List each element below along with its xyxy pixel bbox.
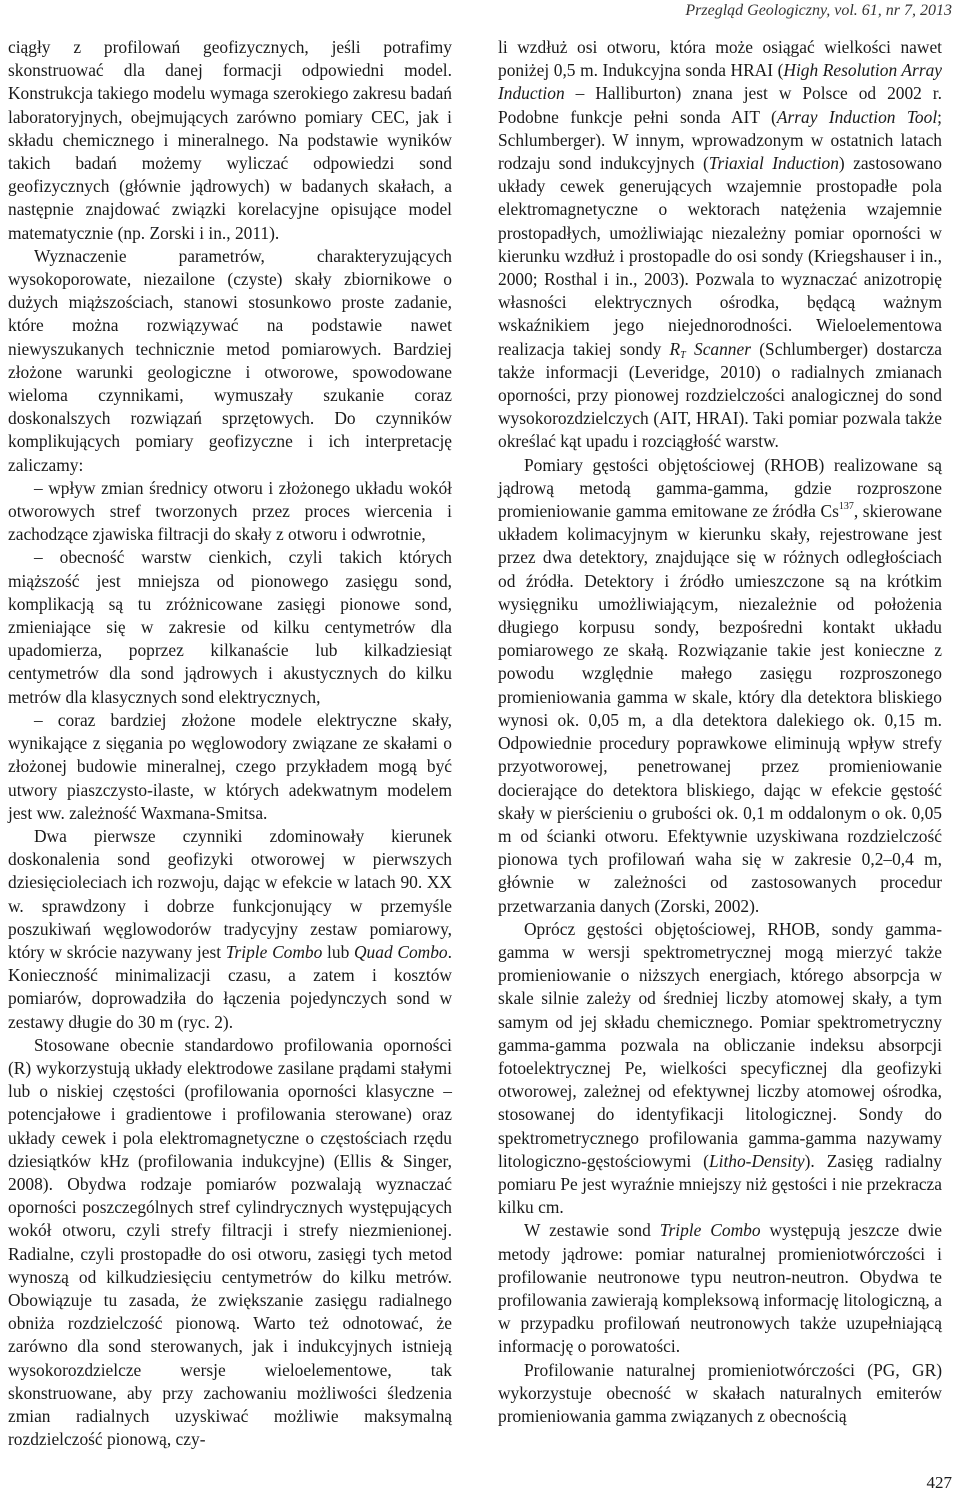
page-number: 427: [926, 1473, 952, 1492]
text-run: lub: [322, 941, 354, 962]
left-column: [8, 36, 452, 1451]
paragraph: Profilowanie naturalnej promieniotwórczości (PG, GR) wykorzystuje obecność w skałach naturalnych emiterów promieniowania gamma związanych z obecnością: [498, 1359, 942, 1426]
superscript: 137: [838, 501, 854, 513]
italic-term: Quad Combo: [354, 941, 448, 962]
italic-subscript: T: [680, 349, 686, 361]
italic-term: Triple Combo: [659, 1220, 761, 1241]
paragraph: [498, 918, 942, 1220]
running-header: Przegląd Geologiczny, vol. 61, nr 7, 2013: [685, 2, 952, 19]
text-run: . Konieczność minimalizacji czasu, a zatem i kosztów pomiarów, doprowadziła do łączenia pojedynczych sond w zestawy długie do 30 m (ryc. 2).: [8, 941, 452, 1032]
list-item: – obecność warstw cienkich, czyli takich których miąższość jest mniejsza od pionowego zasięgu sond, komplikacją są tu zróżnicowane zasięgi pionowe sond, zmieniające się w zakresie od kilku centymetrów dla upadomierza, poprzez kilkanaście lub kilkadziesiąt centymetrów dla sond jądrowych i akustycznych do kilku metrów dla klasycznych sond elektrycznych,: [8, 547, 452, 707]
italic-term: Triaxial Induction: [708, 153, 839, 174]
paragraph: [8, 825, 452, 1034]
text-run: występują jeszcze dwie metody jądrowe: pomiar naturalnej promieniotwórczości i profilowanie neutronowe typu neutron-neutron. Obydwa te profilowania zawierają kompleksową informację litologiczną, a w przypadku profilowań neutronowych także uzupełniającą informację o porowatości.: [498, 1220, 942, 1357]
text-run: Pomiary gęstości objętościowej (RHOB) realizowane są jądrową metodą gamma-gamma, gdzie rozproszone promieniowanie gamma emitowane ze źródła Cs: [498, 454, 942, 522]
paragraph: Wyznaczenie parametrów, charakteryzujących wysokoporowate, niezailone (czyste) skały zbiornikowe o dużych miąższościach, stanowi stosunkowo proste zadanie, które można rozwiązywać na podstawie nawet niewyszukanych technicznie metod pomiarowych. Bardziej złożone warunki geologiczne i otworowe, spowodowane wieloma czynnikami, wymuszały szukanie coraz doskonalszych rozwiązań sprzętowych. Do czynników komplikujących pomiary geofizyczne i ich interpretację zaliczamy:: [8, 245, 452, 475]
paragraph: [498, 1219, 942, 1358]
text-run: li wzdłuż osi otworu, która może osiągać wielkości nawet poniżej 0,5 m. Indukcyjna sonda HRAI (: [498, 37, 942, 81]
paragraph: [498, 36, 942, 454]
paragraph: ciągły z profilowań geofizycznych, jeśli potrafimy skonstruować dla danej formacji odpowiedni model. Konstrukcja takiego modelu wymaga szerokiego zakresu badań laboratoryjnych, obejmujących zarówno pomiary CEC, jak i składu chemicznego i mineralnego. Na podstawie wyników takich badań możemy wyliczać odpowiedzi sond geofizycznych (głównie jądrowych) w badanych skałach, a następnie znajdować związki korelacyjne opisujące model matematycznie (np. Zorski i in., 2011).: [8, 37, 452, 243]
text-run: (Schlumberger) dostarcza także informacji (Leveridge, 2010) o radialnych zmianach oporności, przy pionowej rozdzielczości analogicznej do sond wysokorozdzielczych (AIT, HRAI). Taki pomiar pozwala także określać kąt upadu i rozciągłość warstw.: [498, 338, 942, 452]
text-run: ; Schlumberger). W innym, wprowadzonym w ostatnich latach rodzaju sond indukcyjnych (: [498, 106, 943, 174]
paragraph: [498, 454, 942, 918]
text-run: Oprócz gęstości objętościowej, RHOB, sondy gamma-gamma w wersji spektrometrycznej mogą mierzyć także promieniowanie o niższych energiach, którego absorpcja w skale silnie zależy od średniej liczby atomowej skały, a tym samym od jej składu chemicznego. Pomiar spektrometryczny gamma-gamma pozwala na obliczanie indeksu absorpcji fotoelektrycznej Pe, wielkości specyficznej dla geofizyki otworowej, zależnej od efektywnej liczby atomowej ośrodka, stosowanej do identyfikacji litologicznej. Sondy do spektrometrycznego profilowania gamma-gamma nazywamy litologiczno-gęstościowymi (: [498, 918, 942, 1171]
italic-term: Scanner: [694, 338, 751, 359]
right-column: [498, 36, 942, 1428]
text-run: Dwa pierwsze czynniki zdominowały kierunek doskonalenia sond geofizyki otworowej w pierwszych dziesięcioleciach ich rozwoju, dając w efekcie w latach 90. XX w. sprawdzony i dobrze funkcjonujący w przemyśle poszukiwań węglowodorów tradycyjny zestaw pomiarowy, który w skrócie nazywany jest: [8, 825, 452, 962]
paragraph: Stosowane obecnie standardowo profilowania oporności (R) wykorzystują układy elektrodowe zasilane prądami stałymi lub o niskiej częstości (profilowania oporności klasyczne – potencjałowe i gradientowe i profilowania sterowane) oraz układy cewek i pola elektromagnetyczne o częstościach rzędu dziesiątków kHz (profilowania indukcyjne) (Ellis & Singer, 2008). Obydwa rodzaje pomiarów pozwalają wyznaczać oporności poszczególnych stref cylindrycznych występujących wokół otworu, czyli strefy filtracji i strefy niezmienionej. Radialne, czyli prostopadłe do osi otworu, zasięgi tych metod wynoszą od kilkudziesięciu centymetrów do kilku metrów. Obowiązuje tu zasada, że zwiększanie zasięgu radialnego obniża rozdzielczość pionową. Warto też odnotować, że zarówno dla sond sterowanych, jak i indukcyjnych istnieją wysokorozdzielcze wersje wieloelementowe, tak skonstruowane, aby przy zachowaniu możliwości śledzenia zmian radialnych uzyskiwać możliwie maksymalną rozdzielczość pionową, czy-: [8, 1034, 452, 1450]
text-run: , skierowane układem kolimacyjnym w kierunku skały, rejestrowane jest przez dwa detektory, znajdujące się w różnych odległościach od źródła. Detektory i źródło umieszczone są na krótkim wysięgniku umożliwiającym, niezależnie od położenia długiego korpusu sondy, bezpośredni kontakt układu pomiarowego ze skałą. Rozwiązanie takie jest konieczne z powodu względnie małego zasięgu rozproszonego promieniowania gamma w skale, który dla detektora bliskiego wynosi ok. 0,05 m, a dla detektora dalekiego ok. 0,15 m. Odpowiednie procedury poprawkowe eliminują wpływ strefy przyotworowej, penetrowanej przez promieniowanie docierające do detektora bliskiego, dając w efekcie gęstość skały w pierścieniu o grubości ok. 0,1 m oddalonym o ok. 0,05 m od ścianki otworu. Efektywnie uzyskiwana rozdzielczość pionowa tych profilowań waha się w zakresie 0,2–0,4 m, głównie w zależności od zastosowanych procedur przetwarzania danych (Zorski, 2002).: [498, 501, 943, 916]
text-run: ) zastosowano układy cewek generujących wzajemnie prostopadłe pola elektromagnetyczne o wektorach natężenia wzajemnie prostopadłych, umożliwiając niezależny pomiar oporności w kierunku wzdłuż i prostopadle do osi sondy (Kriegshauser i in., 2000; Rosthal i in., 2003). Pozwala to wyznaczać anizotropię własności elektrycznych ośrodka, będącą ważnym wskaźnikiem jego niejednorodności. Wieloelementowa realizacja takiej sondy: [498, 153, 942, 359]
italic-term: Triple Combo: [225, 941, 323, 962]
text-run: ). Zasięg radialny pomiaru Pe jest wyraźnie mniejszy niż gęstości i nie przekracza kilku cm.: [498, 1150, 942, 1218]
italic-term: Array Induction Tool: [776, 106, 938, 127]
italic-symbol: R: [669, 338, 681, 359]
italic-term: High Resolution Array Induction: [498, 60, 942, 104]
italic-term: Litho-Density: [708, 1150, 805, 1171]
list-item: – wpływ zmian średnicy otworu i złożonego układu wokół otworowych stref tworzonych przez proces wiercenia i zachodzące zjawiska filtracji do skały z otworu i odwrotnie,: [8, 477, 452, 545]
list-item: – coraz bardziej złożone modele elektryczne skały, wynikające z sięgania po węglowodory związane ze skałami o złożonej budowie mineralnej, czego przykładem mogą być utwory piaszczysto-ilaste, w których adekwatnym modelem jest ww. zależność Waxmana-Smitsa.: [8, 709, 452, 823]
text-run: W zestawie sond: [524, 1220, 660, 1241]
text-run: – Halliburton) znana jest w Polsce od 2002 r. Podobne funkcje pełni sonda AIT (: [498, 83, 942, 127]
